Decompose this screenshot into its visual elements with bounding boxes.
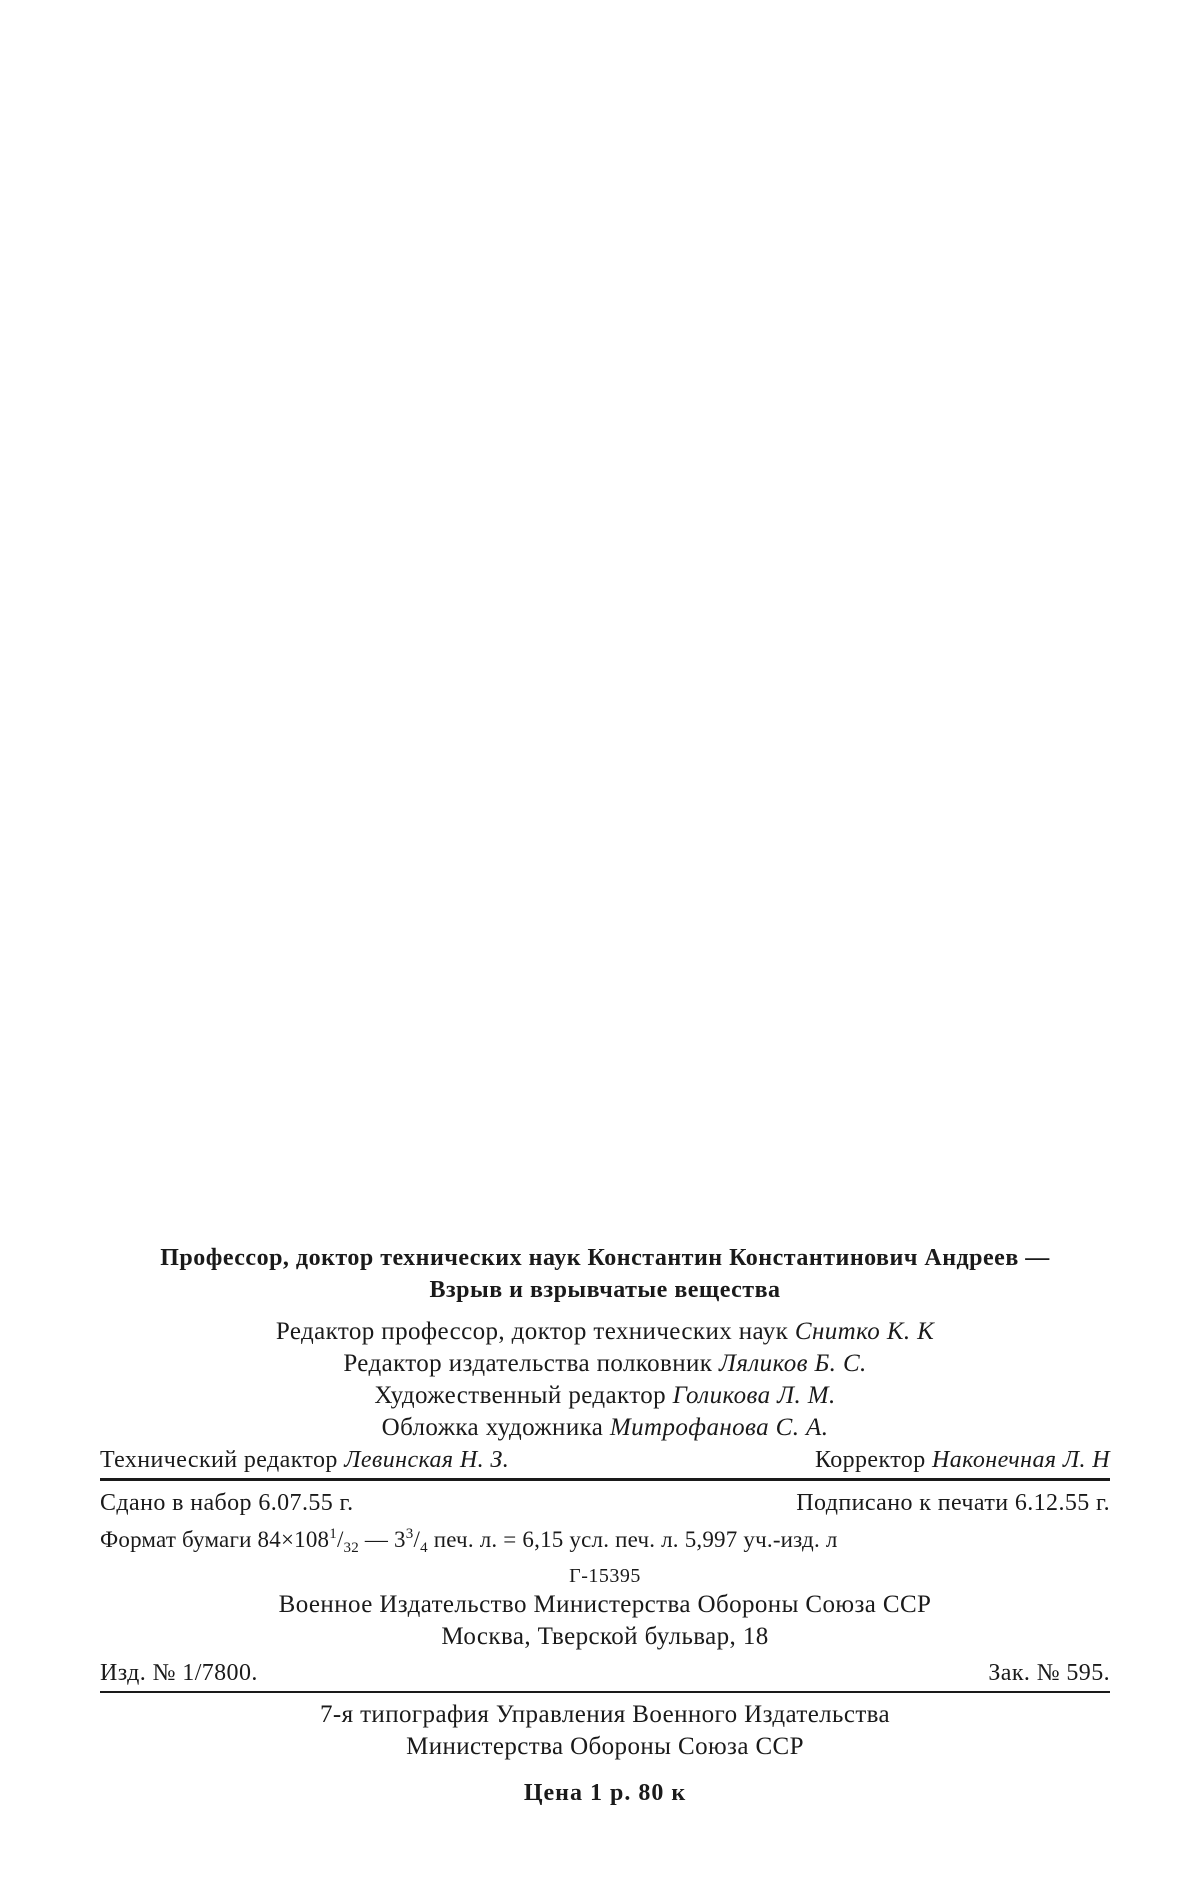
price: Цена 1 р. 80 к — [523, 1780, 687, 1806]
format-slash2: / — [413, 1527, 421, 1552]
order-number: Зак. № 595. — [988, 1660, 1110, 1686]
format-mid: 108 — [294, 1527, 330, 1552]
printer-line-2: Министерства Обороны Союза ССР — [406, 1733, 804, 1760]
credit-name: Снитко К. К — [794, 1318, 935, 1345]
format-sub: 32 — [343, 1540, 359, 1556]
author-line: Профессор, доктор технических наук Константин Константинович Андреев — — [160, 1245, 1050, 1271]
credit-name: Митрофанова С. А. — [609, 1414, 829, 1441]
format-prefix: Формат бумаги 84 — [100, 1527, 281, 1552]
proofreader-role: Корректор — [815, 1447, 926, 1473]
publisher-address: Москва, Тверской бульвар, 18 — [441, 1623, 769, 1650]
credit-role: Художественный редактор — [374, 1382, 667, 1409]
signed-date: Подписано к печати 6.12.55 г. — [796, 1490, 1110, 1516]
printer-line-1: 7-я типография Управления Военного Издательства — [319, 1701, 891, 1728]
credit-publisher-editor — [100, 1348, 1110, 1380]
credit-name: Ляликов Б. С. — [719, 1350, 867, 1377]
imprint-block — [100, 1242, 1110, 1809]
edition-number: Изд. № 1/7800. — [100, 1660, 258, 1686]
divider-rule — [100, 1478, 1110, 1481]
paper-format — [100, 1519, 838, 1563]
format-rest: печ. л. = 6,15 усл. печ. л. 5,997 уч.-изд. л — [427, 1527, 838, 1552]
format-cross: × — [280, 1527, 295, 1552]
format-sup: 1 — [329, 1526, 337, 1542]
tech-editor-name: Левинская Н. З. — [344, 1447, 510, 1473]
credit-cover-artist — [100, 1412, 1110, 1444]
credit-name: Голикова Л. М. — [672, 1382, 836, 1409]
credit-art-editor — [100, 1380, 1110, 1412]
proofreader-name: Наконечная Л. Н — [932, 1447, 1110, 1473]
format-sub2: 4 — [420, 1540, 428, 1556]
credit-editor — [100, 1316, 1110, 1348]
censor-code: Г-15395 — [569, 1565, 641, 1587]
proofreader — [815, 1444, 1110, 1476]
tech-editor-proofreader-row — [100, 1444, 1110, 1476]
publisher-name: Военное Издательство Министерства Обороны Союза ССР — [278, 1591, 932, 1618]
credit-role: Редактор профессор, доктор технических наук — [275, 1318, 789, 1345]
divider-rule — [100, 1691, 1110, 1693]
dates-row — [100, 1487, 1110, 1519]
tech-editor-role: Технический редактор — [100, 1447, 338, 1473]
format-dash: — 3 — [358, 1527, 406, 1552]
tech-editor — [100, 1444, 509, 1476]
typeset-date: Сдано в набор 6.07.55 г. — [100, 1490, 354, 1516]
format-sup2: 3 — [405, 1526, 414, 1542]
edition-order-row — [100, 1657, 1110, 1689]
credit-role: Редактор издательства полковник — [343, 1350, 713, 1377]
credit-role: Обложка художника — [381, 1414, 604, 1441]
paper-format-line — [100, 1519, 1110, 1563]
book-title: Взрыв и взрывчатые вещества — [429, 1277, 781, 1303]
format-slash: / — [336, 1527, 344, 1552]
